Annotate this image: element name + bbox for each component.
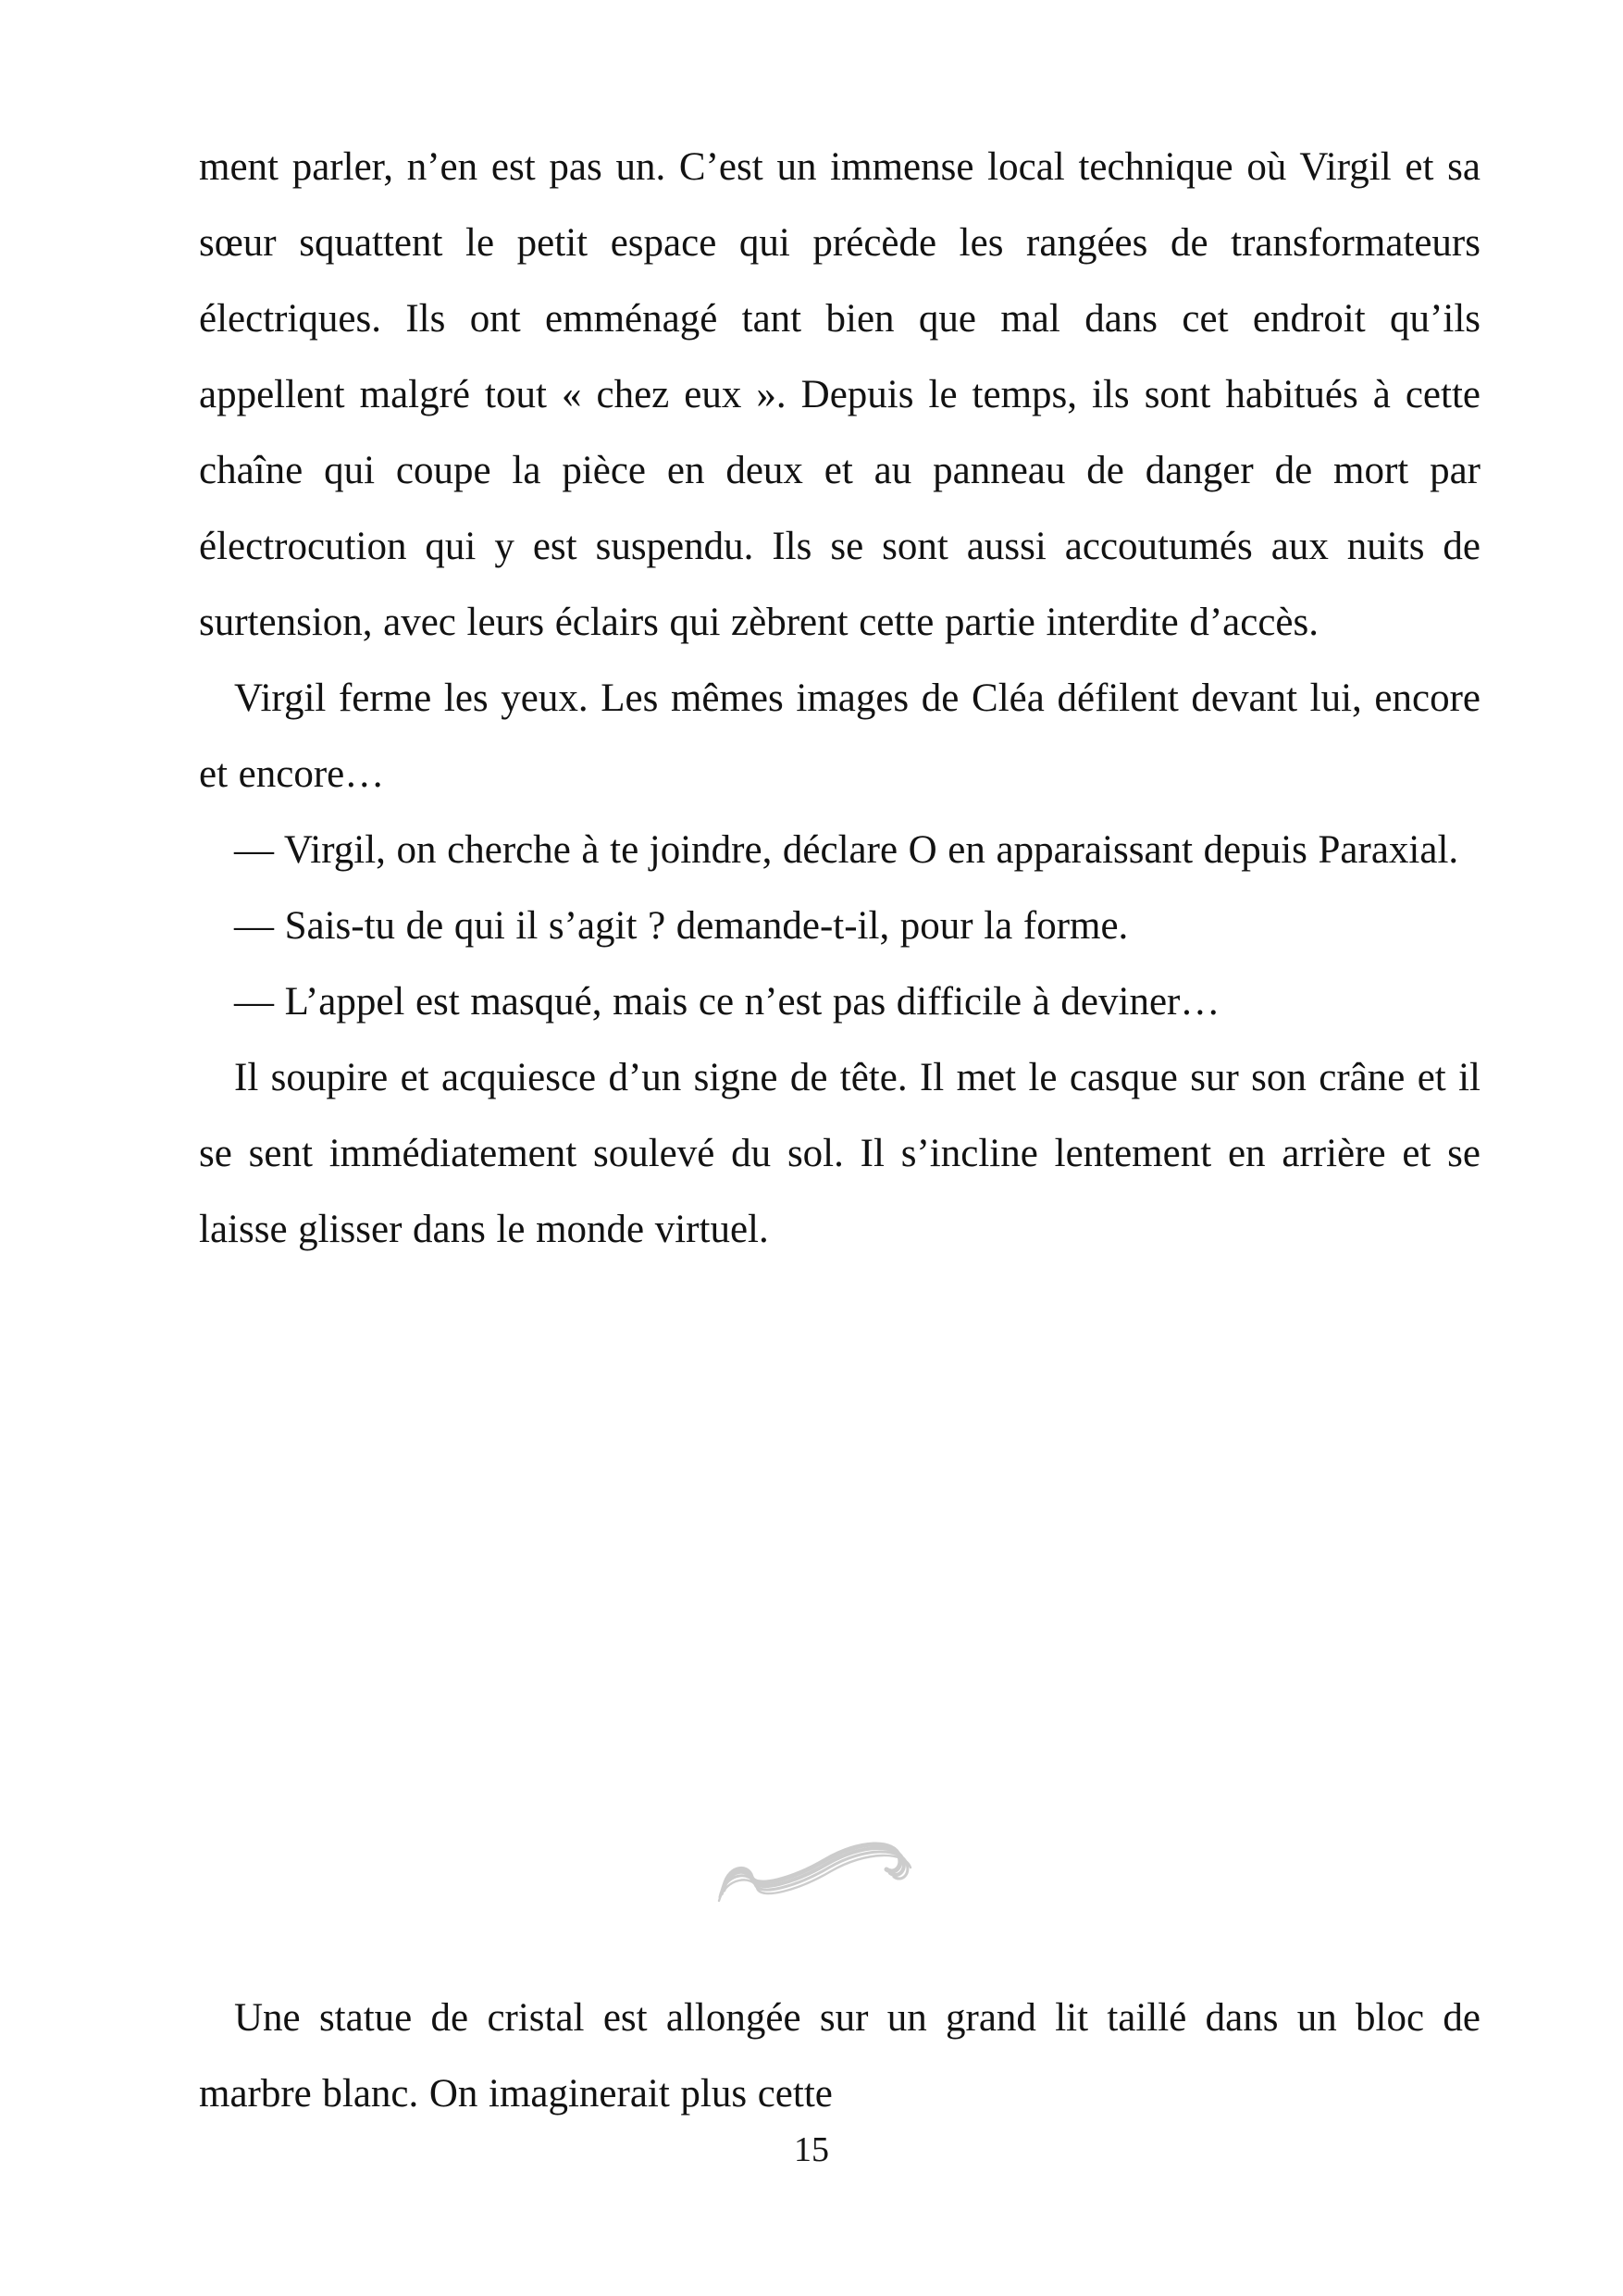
page-text-block-after-divider — [199, 1980, 1481, 2132]
paragraph-statue: Une statue de cristal est allongée sur un grand lit taillé dans un bloc de marbre blanc. On imaginerait plus cette — [199, 1996, 1481, 2116]
paragraph-dialogue-1: — Virgil, on cherche à te joindre, déclare O en apparaissant depuis Paraxial. — [234, 828, 1459, 872]
paragraph-soupire: Il soupire et acquiesce d’un signe de tête. Il met le casque sur son crâne et il se sent immédiatement soulevé du sol. Il s’incline lentement en arrière et se laisse glisser dans le monde virtuel. — [199, 1056, 1481, 1251]
page-text-block — [199, 130, 1481, 1268]
swash-flourish-divider-icon — [705, 1823, 918, 1925]
section-divider — [0, 1809, 1623, 1939]
paragraph-virgil-ferme: Virgil ferme les yeux. Les mêmes images de Cléa défilent devant lui, encore et encore… — [199, 676, 1481, 796]
paragraph-continuation: ment parler, n’en est pas un. C’est un immense local technique où Virgil et sa sœur squattent le petit espace qui précède les rangées de transformateurs électriques. Ils ont emménagé tant bien que mal dans cet endroit qu’ils appellent malgré tout « chez eux ». Depuis le temps, ils sont habitués à cette chaîne qui coupe la pièce en deux et au panneau de danger de mort par électrocution qui y est suspendu. Ils se sont aussi accoutumés aux nuits de surtension, avec leurs éclairs qui zèbrent cette partie interdite d’accès. — [199, 145, 1481, 644]
page-number: 15 — [794, 2130, 829, 2169]
paragraph-dialogue-2: — Sais-tu de qui il s’agit ? demande-t-il, pour la forme. — [234, 904, 1129, 948]
paragraph-dialogue-3: — L’appel est masqué, mais ce n’est pas difficile à deviner… — [234, 980, 1220, 1024]
